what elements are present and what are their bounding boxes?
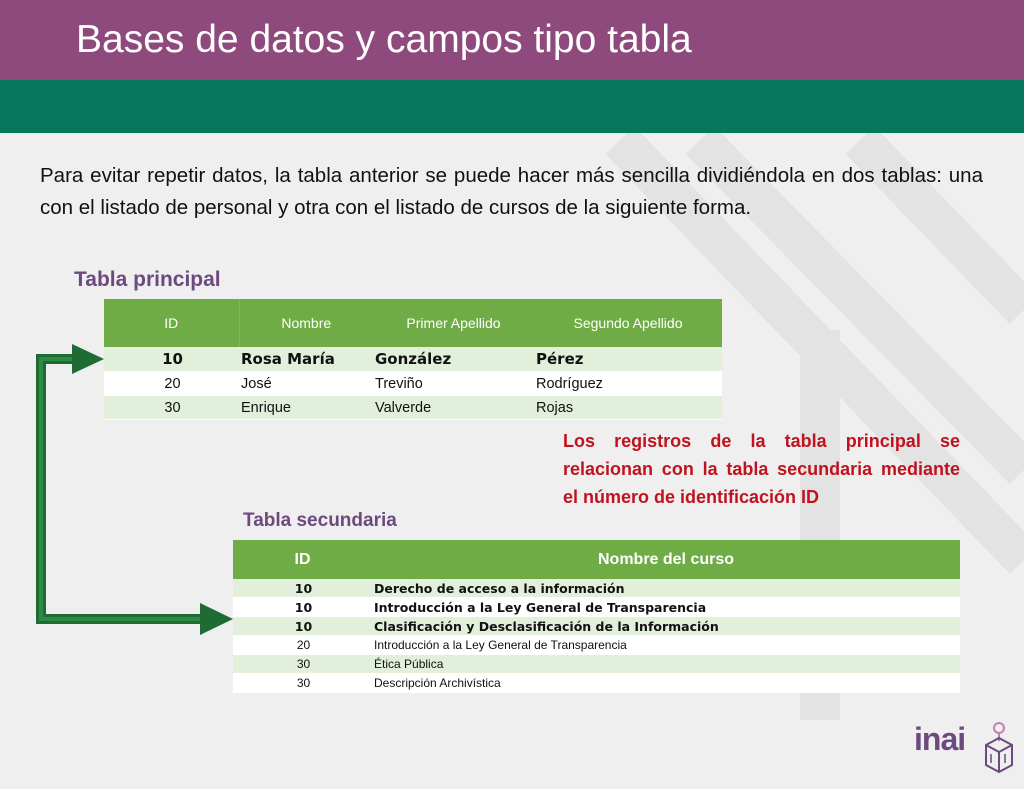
secundaria-table	[233, 540, 960, 693]
table-cell: José	[239, 372, 373, 396]
table-cell: Valverde	[373, 396, 534, 420]
table-cell: 20	[104, 372, 239, 396]
table-row	[233, 655, 960, 674]
table-cell: Treviño	[373, 372, 534, 396]
table-cell: 10	[104, 347, 239, 372]
table-cell: Clasificación y Desclasificación de la Información	[372, 617, 960, 636]
table-cell: Enrique	[239, 396, 373, 420]
column-header: Primer Apellido	[373, 299, 534, 347]
table-cell: 10	[233, 617, 372, 636]
column-header: Segundo Apellido	[534, 299, 722, 347]
table-row	[233, 598, 960, 617]
table-row	[104, 347, 722, 372]
table-cell: Ética Pública	[372, 655, 960, 674]
logo-icon	[980, 721, 1014, 775]
inai-logo	[914, 721, 1014, 775]
table-row	[233, 617, 960, 636]
column-header: ID	[104, 299, 239, 347]
table-cell: Introducción a la Ley General de Transparencia	[372, 598, 960, 617]
table-header-row	[233, 540, 960, 579]
principal-table-label: Tabla principal	[74, 268, 221, 291]
secundaria-table-label: Tabla secundaria	[243, 510, 397, 531]
table-row	[104, 396, 722, 420]
table-header-row	[104, 299, 722, 347]
table-row	[233, 674, 960, 693]
table-cell: Pérez	[534, 347, 722, 372]
table-cell: Descripción Archivística	[372, 674, 960, 693]
column-header: Nombre	[239, 299, 373, 347]
table-cell: 30	[233, 674, 372, 693]
table-cell: Rodríguez	[534, 372, 722, 396]
table-cell: Rosa María	[239, 347, 373, 372]
table-cell: 30	[233, 655, 372, 674]
table-row	[233, 579, 960, 598]
table-cell: Derecho de acceso a la información	[372, 579, 960, 598]
slide-title: Bases de datos y campos tipo tabla	[76, 18, 692, 61]
table-cell: 10	[233, 579, 372, 598]
table-cell: González	[373, 347, 534, 372]
table-cell: Rojas	[534, 396, 722, 420]
relationship-note: Los registros de la tabla principal se relacionan con la tabla secundaria mediante el número de identificación ID	[563, 431, 960, 507]
table-row	[104, 372, 722, 396]
intro-paragraph: Para evitar repetir datos, la tabla anterior se puede hacer más sencilla dividiéndola en dos tablas: una con el listado de personal y otra con el listado de cursos de la siguiente forma.	[40, 164, 983, 219]
table-cell: 10	[233, 598, 372, 617]
column-header: ID	[233, 540, 372, 579]
table-cell: 30	[104, 396, 239, 420]
table-row	[233, 636, 960, 655]
logo-text: inai	[914, 721, 966, 757]
table-cell: 20	[233, 636, 372, 655]
table-cell: Introducción a la Ley General de Transparencia	[372, 636, 960, 655]
principal-table	[104, 299, 722, 420]
header-accent-bar	[0, 80, 1024, 133]
column-header: Nombre del curso	[372, 540, 960, 579]
